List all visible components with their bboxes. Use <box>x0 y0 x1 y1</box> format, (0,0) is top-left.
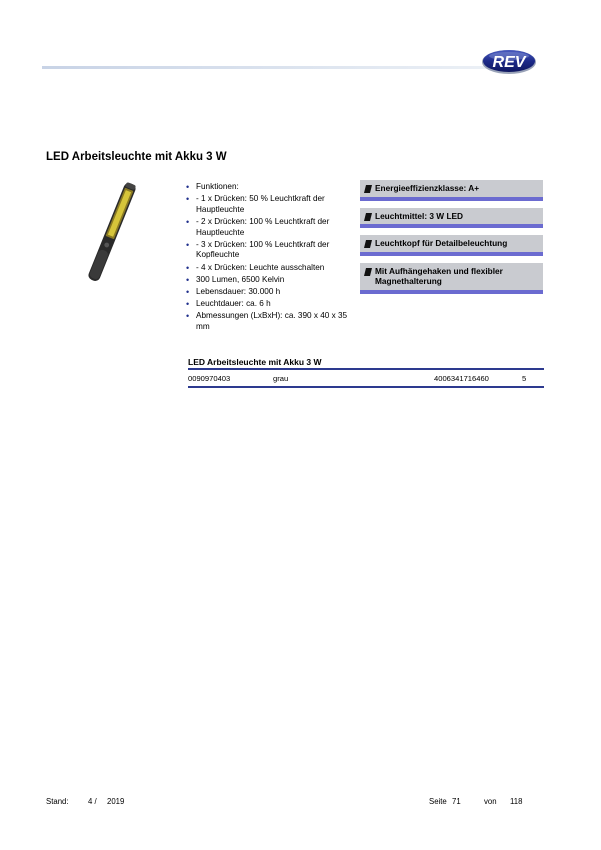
badge-light-head <box>360 235 543 256</box>
feature-item: • Funktionen: <box>186 182 356 193</box>
badge-label: Energieeffizienzklasse: A+ <box>375 183 480 193</box>
badge-hook-magnet <box>360 263 543 294</box>
pack-quantity: 5 <box>522 374 527 383</box>
footer-stand-label: Stand: <box>46 797 69 806</box>
feature-item: • - 3 x Drücken: 100 % Leuchtkraft der Kopfleuchte <box>186 240 356 261</box>
feature-item: • - 2 x Drücken: 100 % Leuchtkraft der Hauptleuchte <box>186 217 356 238</box>
header-rule <box>42 66 528 69</box>
badge-label: Leuchtkopf für Detailbeleuchtung <box>375 238 508 248</box>
badge-energy-class <box>360 180 543 201</box>
badge-marker-icon <box>364 213 371 220</box>
badge-marker-icon <box>364 240 371 247</box>
footer-page-number: 71 <box>452 797 461 806</box>
badge-light-source <box>360 208 543 229</box>
badge-label: Leuchtmittel: 3 W LED <box>375 210 464 221</box>
product-title: LED Arbeitsleuchte mit Akku 3 W <box>46 151 227 163</box>
work-light-image <box>62 182 162 282</box>
variant-table <box>188 368 544 388</box>
feature-item: • Abmessungen (LxBxH): ca. 390 x 40 x 35 mm <box>186 311 356 332</box>
feature-item: • 300 Lumen, 6500 Kelvin <box>186 275 356 286</box>
badge-marker-icon <box>364 268 371 275</box>
feature-list <box>186 182 356 334</box>
ean-code: 4006341716460 <box>434 374 489 383</box>
footer-of-label: von <box>484 797 497 806</box>
footer-page-label: Seite <box>429 797 447 806</box>
feature-item: • Leuchtdauer: ca. 6 h <box>186 299 356 310</box>
badge-marker-icon <box>364 185 371 192</box>
variant-table-title: LED Arbeitsleuchte mit Akku 3 W <box>188 357 322 367</box>
brand-logo <box>480 44 538 78</box>
badge-label: Mit Aufhängehaken und flexibler Magnethalterung <box>375 265 503 286</box>
feature-badges <box>360 180 543 301</box>
footer-page-total: 118 <box>510 797 523 806</box>
color-value: grau <box>273 374 289 383</box>
feature-item: • Lebensdauer: 30.000 h <box>186 287 356 298</box>
feature-item: • - 4 x Drücken: Leuchte ausschalten <box>186 263 356 274</box>
article-number: 0090970403 <box>188 374 231 383</box>
footer-year: 2019 <box>107 797 125 806</box>
footer-month: 4 / <box>88 797 97 806</box>
feature-item: • - 1 x Drücken: 50 % Leuchtkraft der Hauptleuchte <box>186 194 356 215</box>
svg-text:REV: REV <box>492 54 526 71</box>
